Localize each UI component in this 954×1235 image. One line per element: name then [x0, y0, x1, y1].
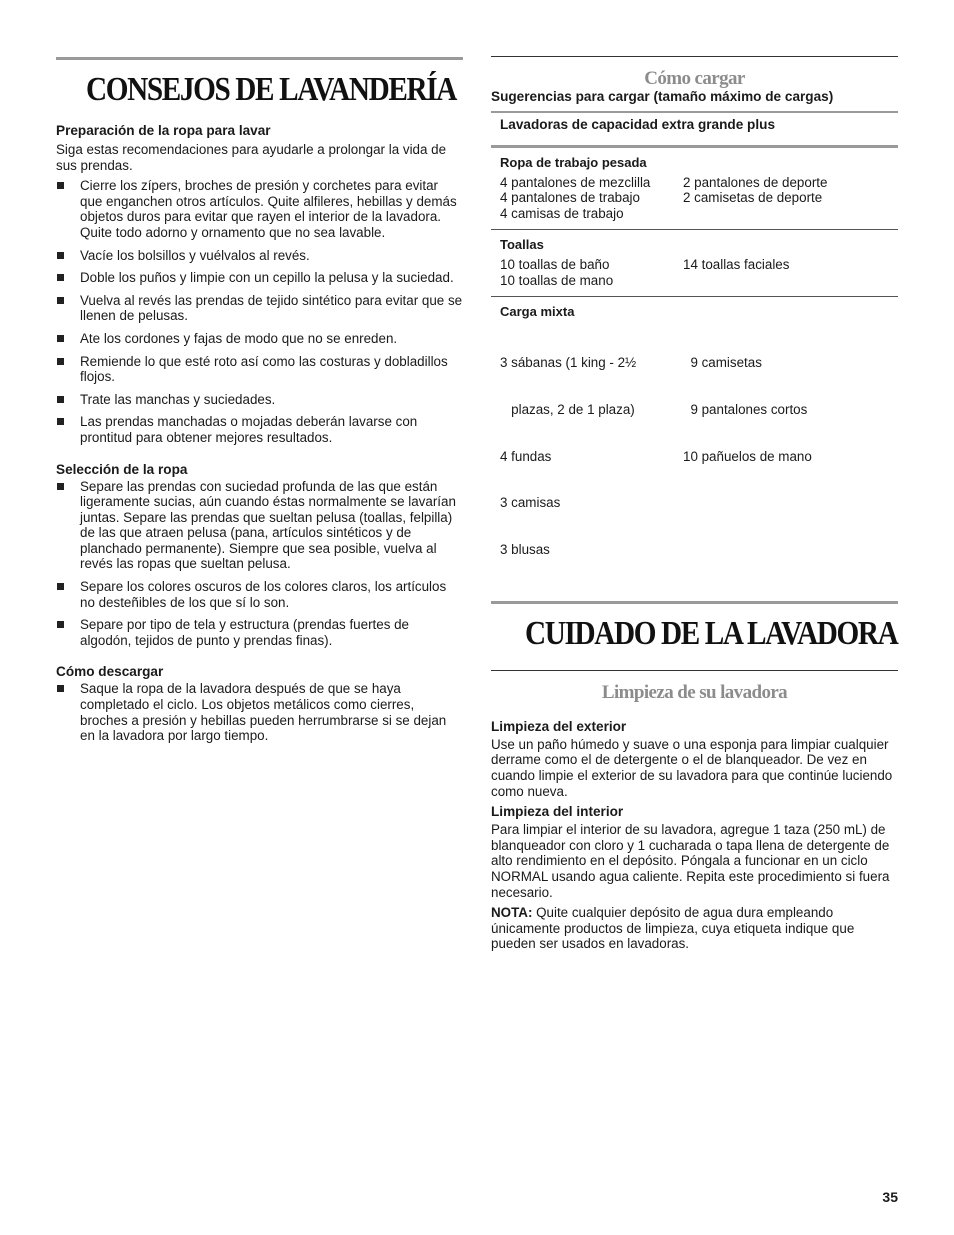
bullet-icon: [57, 335, 64, 342]
bullet-icon: [57, 297, 64, 304]
cell: 4 pantalones de trabajo: [500, 190, 640, 206]
cell: 4 camisas de trabajo: [500, 205, 624, 221]
bullet-icon: [57, 252, 64, 259]
list-item: Vuelva al revés las prendas de tejido sintético para evitar que se llenen de pelusas.: [56, 293, 463, 324]
list-item: Cierre los zípers, broches de presión y corchetes para evitar que enganchen otros artículos. Quite alfileres, hebillas y demás objetos duros para evitar que rayen el interior de la lavadora. Quite todo adorno y ornamento que no sea lavable.: [56, 178, 463, 240]
cell: 3 camisas: [500, 495, 561, 511]
top-rule: [491, 56, 898, 57]
note-label: NOTA:: [491, 905, 533, 921]
load-subtitle: Sugerencias para cargar (tamaño máximo de cargas): [491, 89, 834, 104]
interior-heading: Limpieza del interior: [491, 804, 624, 820]
list-item: Remiende lo que esté roto así como las costuras y dobladillos flojos.: [56, 354, 463, 385]
row-title: Carga mixta: [500, 304, 575, 320]
bullet-icon: [57, 274, 64, 281]
list-item: Vacíe los bolsillos y vuélvalos al revés.: [56, 248, 463, 264]
interior-text: Para limpiar el interior de su lavadora, agregue 1 taza (250 mL) de blanqueador con cloro y 1 cucharada o tapa llena de detergente de alto rendimiento en el depósito. Póngala a funcionar en un ciclo NORMAL usando agua caliente. Repita este procedimiento si fuera necesario.: [491, 822, 890, 900]
list-item: Separe las prendas con suciedad profunda de las que están ligeramente sucias, aún cuando éstas normalmente se lavarían juntas. Separe las prendas que sueltan pelusa (toallas, felpilla) de las que atraen pelusa (pana, artículos sintéticos y de planchado permanente). Siempre que sea posible, vuelva al revés las ropas que sueltan pelusa.: [56, 479, 463, 573]
exterior-text: Use un paño húmedo y suave o una esponja para limpiar cualquier derrame como el de detergente o el de blanqueador. De vez en cuando limpie el exterior de su lavadora para que continúe luciendo como nueva.: [491, 736, 893, 799]
cell: 10 pañuelos de mano: [683, 448, 812, 464]
care-divider: [491, 670, 898, 671]
bullet-icon: [57, 685, 64, 692]
cell: 9 camisetas: [683, 354, 762, 370]
bullet-icon: [57, 583, 64, 590]
section-selection: [56, 462, 463, 649]
list-item: Saque la ropa de la lavadora después de que se haya completado el ciclo. Los objetos metálicos como cierres, broches a presión y hebillas pueden herrumbrarse si se dejan en la lavadora por largo tiempo.: [56, 681, 463, 743]
list-item: Separe por tipo de tela y estructura (prendas fuertes de algodón, tejidos de punto y prendas finas).: [56, 617, 463, 648]
row-title: Ropa de trabajo pesada: [500, 155, 647, 170]
cell: 10 toallas de mano: [500, 272, 614, 288]
cell: 2 pantalones de deporte: [683, 174, 828, 190]
note-paragraph: [491, 905, 898, 952]
section-unloading: [56, 664, 463, 743]
care-title: CUIDADO DE LA LAVADORA: [525, 614, 898, 652]
bullet-icon: [57, 182, 64, 189]
list-item: Separe los colores oscuros de los colores claros, los artículos no desteñibles de los que sí lo son.: [56, 579, 463, 610]
cell: 4 fundas: [500, 448, 552, 464]
page-title: CONSEJOS DE LAVANDERÍA: [86, 71, 457, 108]
table-row: [491, 230, 898, 296]
list-item: Doble los puños y limpie con un cepillo la pelusa y la suciedad.: [56, 270, 463, 286]
cell: 14 toallas faciales: [683, 256, 790, 272]
cell: 4 pantalones de mezclilla: [500, 174, 651, 190]
section-preparation: [56, 123, 463, 446]
bullet-icon: [57, 483, 64, 490]
cell: 10 toallas de baño: [500, 256, 610, 272]
cell: plazas, 2 de 1 plaza): [500, 401, 635, 417]
cell: 2 camisetas de deporte: [683, 190, 823, 206]
list-item: Trate las manchas y suciedades.: [56, 392, 463, 408]
page-number: 35: [882, 1189, 898, 1205]
bullet-icon: [57, 418, 64, 425]
care-subtitle: Limpieza de su lavadora: [601, 681, 788, 703]
bullet-icon: [57, 358, 64, 365]
section-intro: Siga estas recomendaciones para ayudarle a prolongar la vida de sus prendas.: [56, 142, 447, 173]
row-title: Toallas: [500, 237, 544, 253]
left-column: [56, 57, 463, 744]
cell: 3 sábanas (1 king - 2½: [500, 354, 637, 370]
table-row: [491, 297, 898, 601]
bullet-icon: [57, 396, 64, 403]
right-column: [491, 56, 898, 952]
table-header: Lavadoras de capacidad extra grande plus: [500, 117, 776, 132]
table-row: [491, 148, 898, 229]
section-heading: Preparación de la ropa para lavar: [56, 123, 271, 138]
cell: 3 blusas: [500, 542, 550, 558]
section-heading: Selección de la ropa: [56, 461, 188, 477]
section-heading: Cómo descargar: [56, 664, 164, 680]
bullet-icon: [57, 621, 64, 628]
exterior-heading: Limpieza del exterior: [491, 718, 627, 734]
load-table: [491, 111, 898, 601]
list-item: Ate los cordones y fajas de modo que no se enreden.: [56, 331, 463, 347]
cell: 9 pantalones cortos: [683, 401, 808, 417]
note-text: Quite cualquier depósito de agua dura empleando únicamente productos de limpieza, cuya etiqueta indique que pueden ser usados en lavadoras.: [491, 905, 855, 952]
load-title: Cómo cargar: [644, 68, 745, 89]
list-item: Las prendas manchadas o mojadas deberán lavarse con prontitud para obtener mejores resultados.: [56, 414, 463, 445]
